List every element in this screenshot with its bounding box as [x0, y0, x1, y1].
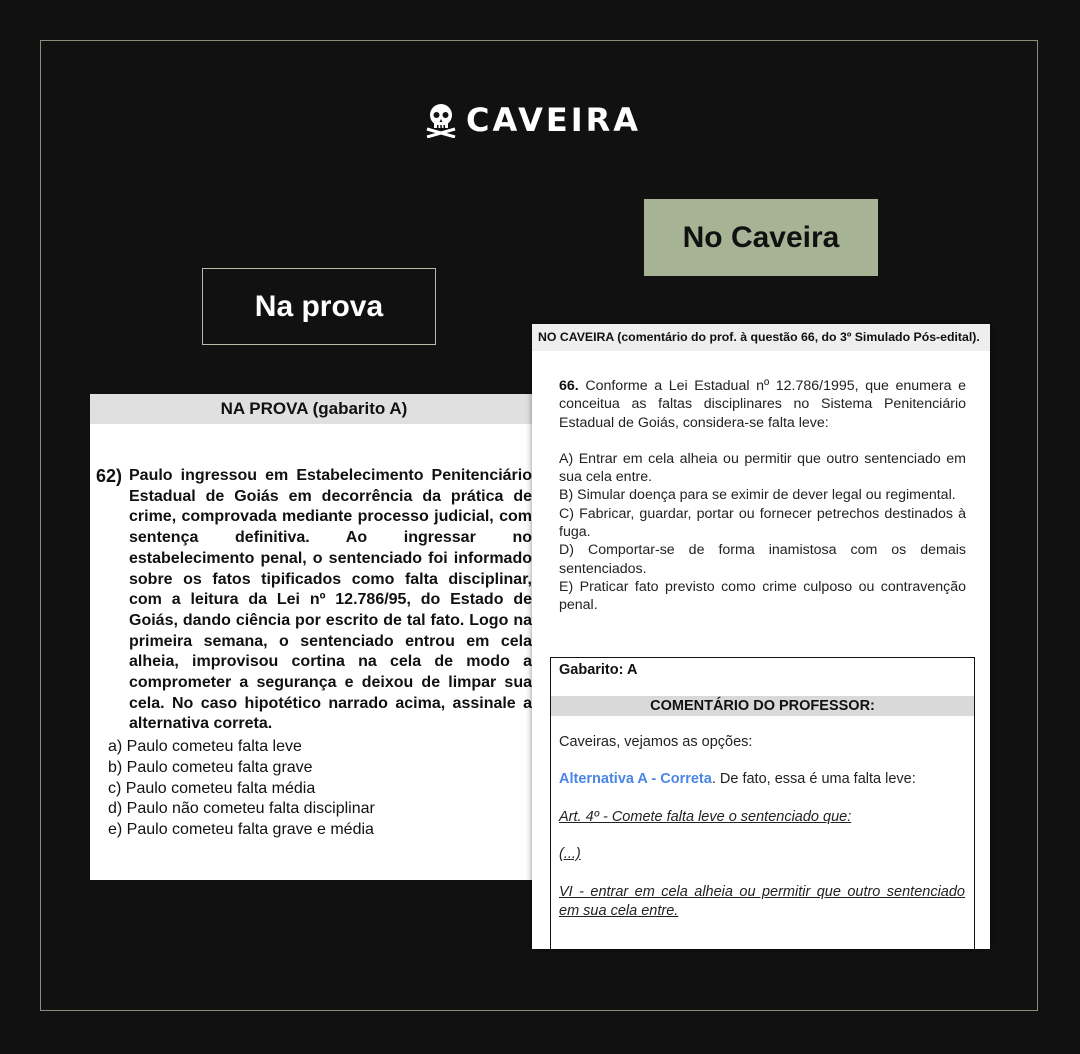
option-b: b) Paulo cometeu falta grave [108, 758, 313, 776]
item-vi: VI - entrar em cela alheia ou permitir que outro sentenciado em sua cela entre. [559, 884, 965, 919]
option-d: d) Paulo não cometeu falta disciplinar [108, 800, 375, 818]
alternative-text: . De fato, essa é uma falta leve: [711, 771, 916, 787]
option-c: C) Fabricar, guardar, portar ou fornecer petrechos destinados à fuga. [559, 505, 966, 541]
option-c: c) Paulo cometeu falta média [108, 779, 316, 797]
option-a: a) Paulo cometeu falta leve [108, 738, 302, 756]
answer-comment-box [550, 657, 975, 949]
no-caveira-label: No Caveira [644, 199, 878, 276]
brand-logo [424, 100, 641, 140]
option-d: D) Comportar-se de forma inamistosa com os demais sentenciados. [559, 542, 966, 577]
option-e: e) Paulo cometeu falta grave e média [108, 820, 374, 838]
question-text: Conforme a Lei Estadual nº 12.786/1995, que enumera e conceitua as faltas disciplinares no Sistema Penitenciário Estadual de Goiás, considera-se falta leve: [559, 378, 966, 431]
article-line: Art. 4º - Comete falta leve o sentenciado que: [559, 809, 852, 825]
option-a: A) Entrar em cela alheia ou permitir que outro sentenciado em sua cela entre. [559, 450, 966, 486]
question-number: 66. [559, 378, 579, 394]
brand-name: CAVEIRA [466, 101, 642, 139]
comment-header: COMENTÁRIO DO PROFESSOR: [551, 696, 974, 716]
options-list [108, 737, 532, 841]
exam-header: NA PROVA (gabarito A) [90, 394, 538, 424]
ellipsis: (...) [559, 846, 581, 862]
comment-alternative [559, 771, 916, 787]
answer-key: Gabarito: A [559, 662, 638, 678]
question-stem [559, 377, 966, 432]
question-number: 62) [96, 466, 123, 486]
question-62 [96, 466, 532, 841]
na-prova-label: Na prova [202, 268, 436, 345]
document-caption: NO CAVEIRA (comentário do prof. à questão 66, do 3º Simulado Pós-edital). [532, 324, 990, 351]
skull-icon [424, 102, 458, 138]
question-66 [559, 377, 966, 615]
exam-question-document [90, 394, 538, 880]
option-b: B) Simular doença para se eximir de dever legal ou regimental. [559, 487, 956, 504]
comment-intro: Caveiras, vejamos as opções: [559, 734, 753, 750]
option-e: E) Praticar fato previsto como crime culposo ou contravenção penal. [559, 578, 966, 614]
alternative-label: Alternativa A - Correta [559, 771, 712, 787]
question-text: Paulo ingressou em Estabelecimento Penitenciário Estadual de Goiás em decorrência da prática de crime, comprovada mediante processo judicial, com sentença definitiva. Ao ingressar no estabelecimento penal, o sentenciado foi informado sobre os fatos tipificados como falta disciplinar, com a leitura da Lei nº 12.786/95, do Estado de Goiás, dando ciência por escrito de tal fato. Logo na primeira semana, o sentenciado entrou em cela alheia, improvisou cortina na cela de modo a comprometer a segurança e deixou de limpar sua cela. No caso hipotético narrado acima, assinale a alternativa correta. [129, 467, 532, 733]
caveira-question-document [532, 324, 990, 949]
